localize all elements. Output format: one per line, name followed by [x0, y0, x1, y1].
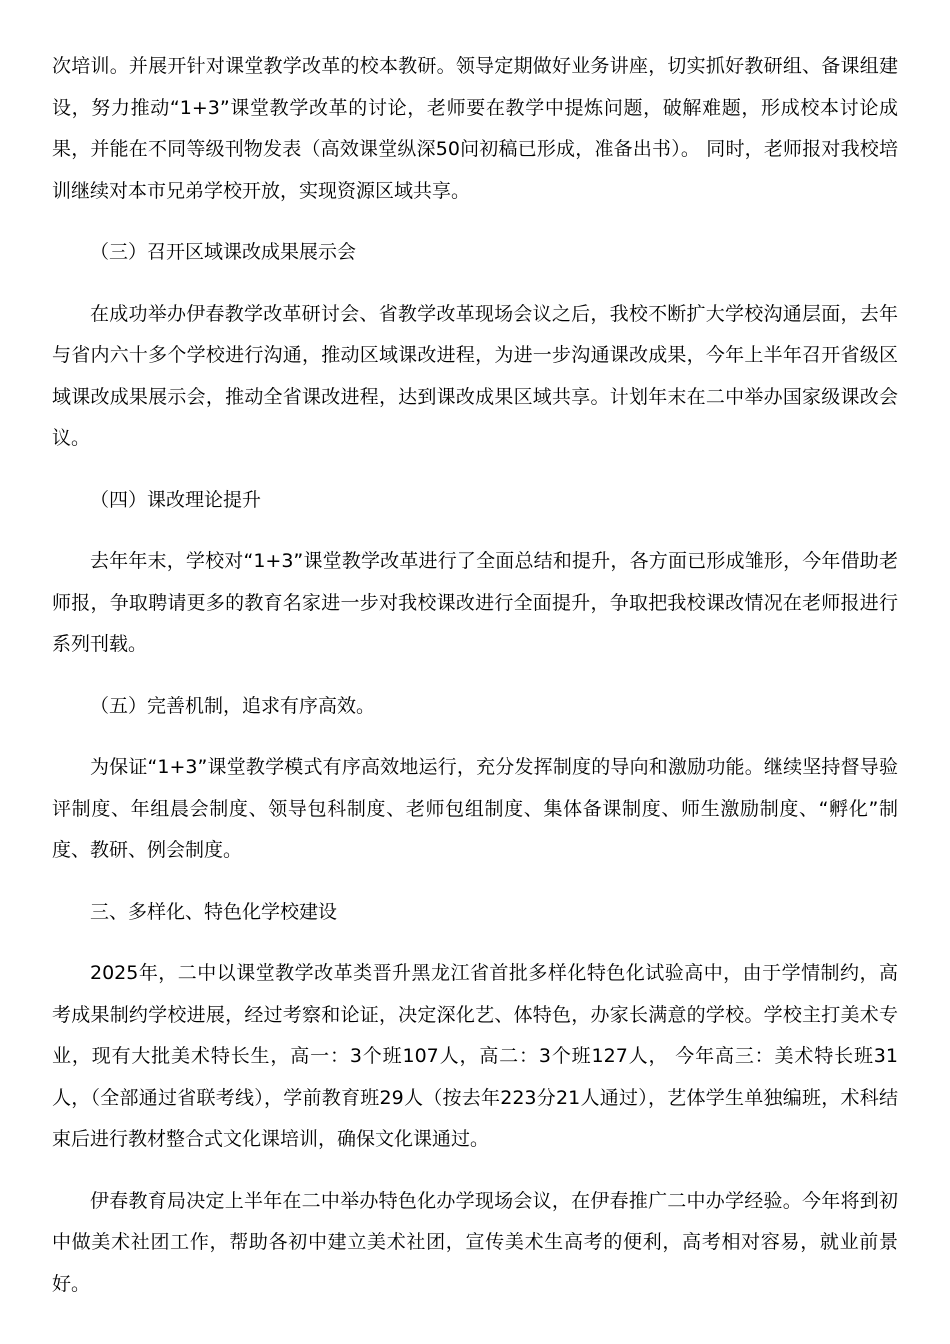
- paragraph-theory: 去年年末，学校对“1+3”课堂教学改革进行了全面总结和提升，各方面已形成雏形，今年借助老师报，争取聘请更多的教育名家进一步对我校课改进行全面提升，争取把我校课改情况在老师报进行系列刊载。: [52, 550, 898, 655]
- heading-section-4: （四）课改理论提升: [90, 488, 262, 511]
- paragraph-art-club: 伊春教育局决定上半年在二中举办特色化办学现场会议，在伊春推广二中办学经验。今年将到初中做美术社团工作，帮助各初中建立美术社团，宣传美术生高考的便利，高考相对容易，就业前景好。: [52, 1189, 898, 1295]
- paragraph-showcase: 在成功举办伊春教学改革研讨会、省教学改革现场会议之后，我校不断扩大学校沟通层面，去年与省内六十多个学校进行沟通，推动区域课改进程，为进一步沟通课改成果，今年上半年召开省级区域课改成果展示会，推动全省课改进程，达到课改成果区域共享。计划年末在二中举办国家级课改会议。: [52, 302, 898, 449]
- heading-section-5: （五）完善机制，追求有序高效。: [90, 694, 376, 717]
- heading-section-3: （三）召开区域课改成果展示会: [90, 241, 357, 263]
- paragraph-mechanism: 为保证“1+3”课堂教学模式有序高效地运行，充分发挥制度的导向和激励功能。继续坚持督导验评制度、年组晨会制度、领导包科制度、老师包组制度、集体备课制度、师生激励制度、“孵化”制度、教研、例会制度。: [52, 756, 898, 861]
- document-page: [52, 46, 898, 1305]
- paragraph-training: 次培训。并展开针对课堂教学改革的校本教研。领导定期做好业务讲座，切实抓好教研组、备课组建设，努力推动“1+3”课堂教学改革的讨论，老师要在教学中提炼问题，破解难题，形成校本讨论成果，并能在不同等级刊物发表（高效课堂纵深50问初稿已形成，准备出书）。 同时，老师报对我校培训继续对本市兄弟学校开放，实现资源区域共享。: [52, 55, 898, 202]
- paragraph-specialty-school: 2025年，二中以课堂教学改革类晋升黑龙江省首批多样化特色化试验高中，由于学情制约，高考成果制约学校进展，经过考察和论证，决定深化艺、体特色，办家长满意的学校。学校主打美术专业，现有大批美术特长生，高一：3个班107人，高二：3个班127人， 今年高三：美术特长班31人，（全部通过省联考线），学前教育班29人（按去年223分21人通过），艺体学生单独编班，术科结束后进行教材整合式文化课培训，确保文化课通过。: [52, 962, 898, 1150]
- heading-part-3: 三、多样化、特色化学校建设: [90, 900, 338, 923]
